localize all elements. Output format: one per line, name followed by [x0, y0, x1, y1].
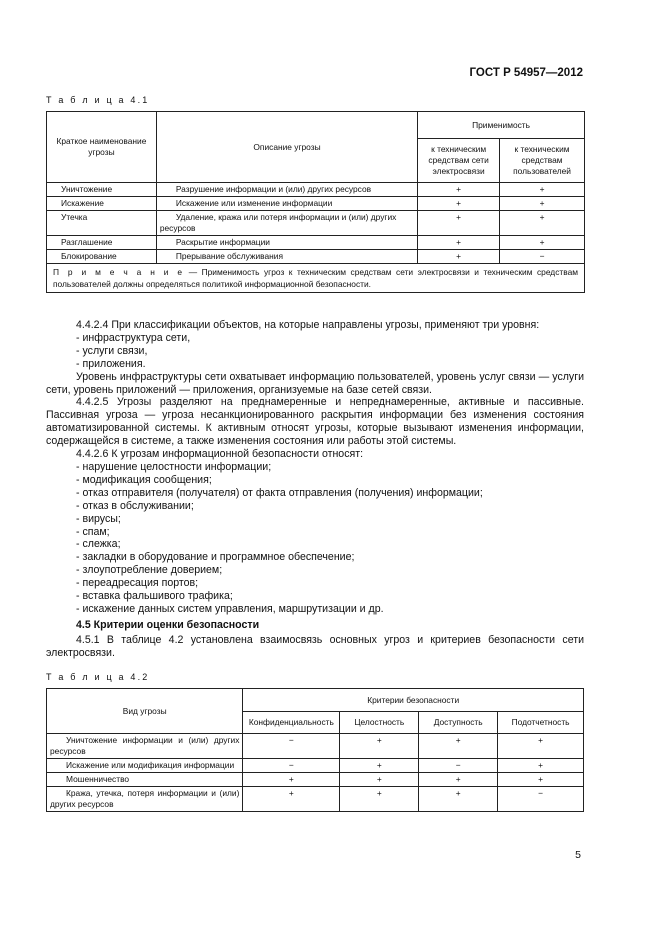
threat-type: Уничтожение информации и (или) других ресурсов — [47, 734, 243, 759]
body-text — [46, 319, 584, 660]
threat-name: Уничтожение — [47, 183, 157, 197]
list-item: - приложения. — [76, 357, 146, 370]
paragraph: 4.5.1 В таблице 4.2 установлена взаимосвязь основных угроз и критериев безопасности сети электросвязи. — [46, 633, 584, 659]
table-note — [47, 264, 585, 293]
list-item: - вирусы; — [76, 512, 121, 525]
threat-description: Удаление, кража или потеря информации и (или) других ресурсов — [156, 211, 417, 236]
cell-value: + — [500, 183, 585, 197]
cell-value: + — [498, 759, 584, 773]
list-item: - вставка фальшивого трафика; — [76, 590, 233, 603]
threat-type: Кража, утечка, потеря информации и (или) других ресурсов — [47, 787, 243, 812]
threats-applicability-table — [46, 111, 585, 293]
list-item: - отказ в обслуживании; — [76, 499, 194, 512]
cell-value: + — [340, 734, 419, 759]
column-header: Критерии безопасности — [243, 689, 584, 712]
column-header: Описание угрозы — [156, 112, 417, 183]
column-header: Краткое наименование угрозы — [47, 112, 157, 183]
list-item: - переадресация портов; — [76, 577, 199, 590]
threat-criteria-table — [46, 688, 584, 812]
list-item: - слежка; — [76, 538, 121, 551]
table-row — [47, 759, 584, 773]
table-row — [47, 197, 585, 211]
threat-type: Искажение или модификация информации — [47, 759, 243, 773]
cell-value: + — [418, 211, 500, 236]
table-caption: Т а б л и ц а 4.2 — [46, 672, 150, 682]
cell-value: − — [419, 759, 498, 773]
document-id: ГОСТ Р 54957—2012 — [469, 67, 583, 79]
column-header: Конфиденциальность — [243, 712, 340, 734]
threat-name: Разглашение — [47, 236, 157, 250]
list-item: - закладки в оборудование и программное обеспечение; — [76, 551, 355, 564]
threat-name: Утечка — [47, 211, 157, 236]
table-caption: Т а б л и ц а 4.1 — [46, 95, 150, 105]
column-header: Применимость — [418, 112, 585, 139]
table-row — [47, 183, 585, 197]
threat-name: Блокирование — [47, 250, 157, 264]
cell-value: + — [418, 236, 500, 250]
column-header: Целостность — [340, 712, 419, 734]
table-row — [47, 211, 585, 236]
cell-value: + — [340, 787, 419, 812]
table-row — [47, 787, 584, 812]
threat-description: Разрушение информации и (или) других ресурсов — [156, 183, 417, 197]
column-header: Вид угрозы — [47, 689, 243, 734]
paragraph: 4.4.2.6 К угрозам информационной безопасности относят: — [76, 448, 364, 461]
column-header: Доступность — [419, 712, 498, 734]
threat-name: Искажение — [47, 197, 157, 211]
cell-value: + — [418, 250, 500, 264]
cell-value: + — [498, 773, 584, 787]
list-item: - инфраструктура сети, — [76, 331, 191, 344]
cell-value: − — [243, 734, 340, 759]
column-header: Подотчетность — [498, 712, 584, 734]
cell-value: + — [498, 734, 584, 759]
column-header: к техническим средствам сети электросвязи — [418, 139, 500, 183]
cell-value: + — [243, 787, 340, 812]
cell-value: + — [419, 734, 498, 759]
paragraph: 4.4.2.5 Угрозы разделяют на преднамеренные и непреднамеренные, активные и пассивные. Пассивная угроза — угроза несанкционированного раскрытия информации без изменения состояния автоматизированной системы. К активным относят угрозы, которые вызывают изменения информации, содержащейся в системе, а также изменения состояния или работы этой системы. — [46, 396, 584, 448]
cell-value: + — [500, 236, 585, 250]
cell-value: + — [500, 211, 585, 236]
page-number: 5 — [575, 849, 581, 861]
paragraph: 4.4.2.4 При классификации объектов, на которые направлены угрозы, применяют три уровня: — [76, 319, 540, 331]
list-item: - спам; — [76, 525, 110, 538]
section-heading: 4.5 Критерии оценки безопасности — [76, 618, 260, 631]
threat-description: Раскрытие информации — [156, 236, 417, 250]
threat-description: Искажение или изменение информации — [156, 197, 417, 211]
paragraph: Уровень инфраструктуры сети охватывает информацию пользователей, уровень услуг связи — услуги сети, уровень приложений — приложения, организуемые на базе сетей связи. — [46, 370, 584, 396]
cell-value: + — [340, 759, 419, 773]
list-item: - услуги связи, — [76, 344, 148, 357]
list-item: - искажение данных систем управления, маршрутизации и др. — [76, 602, 384, 615]
table-row — [47, 250, 585, 264]
list-item: - отказ отправителя (получателя) от факта отправления (получения) информации; — [76, 486, 483, 499]
cell-value: − — [500, 250, 585, 264]
cell-value: − — [243, 759, 340, 773]
cell-value: + — [500, 197, 585, 211]
note-text: — Применимость угроз к техническим средствам сети электросвязи и техническим средствам пользователей должны определяться политикой информационной безопасности. — [53, 267, 578, 289]
cell-value: + — [243, 773, 340, 787]
list-item: - нарушение целостности информации; — [76, 460, 272, 473]
threat-type: Мошенничество — [47, 773, 243, 787]
table-row — [47, 734, 584, 759]
cell-value: + — [419, 787, 498, 812]
cell-value: + — [418, 183, 500, 197]
table-row — [47, 236, 585, 250]
cell-value: + — [340, 773, 419, 787]
cell-value: − — [498, 787, 584, 812]
cell-value: + — [418, 197, 500, 211]
note-label: П р и м е ч а н и е — [53, 267, 185, 277]
list-item: - злоупотребление доверием; — [76, 564, 223, 577]
cell-value: + — [419, 773, 498, 787]
list-item: - модификация сообщения; — [76, 473, 212, 486]
table-row — [47, 773, 584, 787]
threat-description: Прерывание обслуживания — [156, 250, 417, 264]
column-header: к техническим средствам пользователей — [500, 139, 585, 183]
